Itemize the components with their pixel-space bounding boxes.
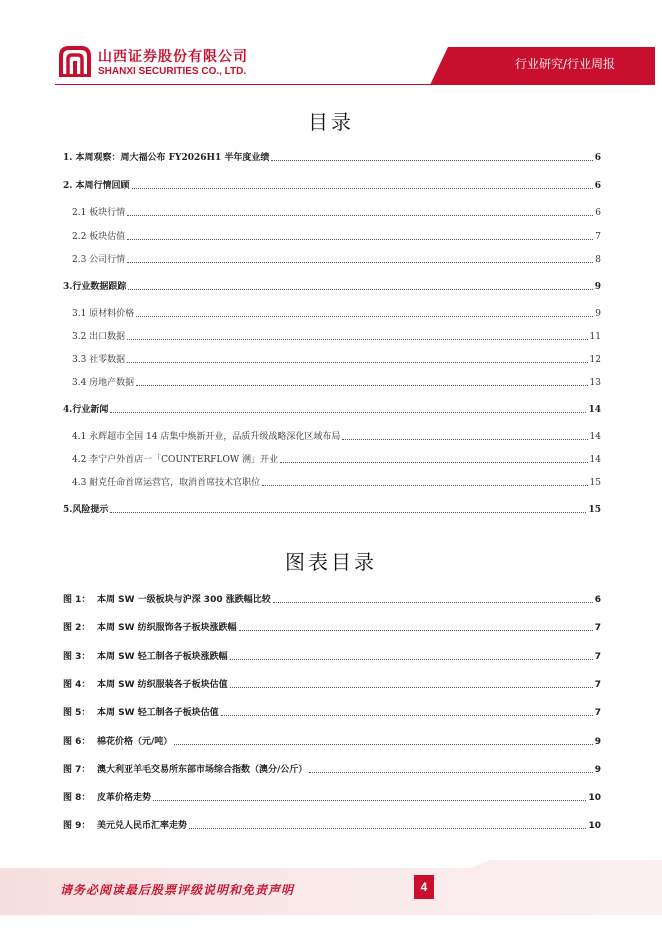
toc-leader-dots — [127, 362, 587, 363]
figure-number: 图 7： — [63, 764, 91, 775]
toc-leader-dots — [128, 289, 592, 290]
figure-entry[interactable] — [63, 649, 601, 663]
toc-entry-title: 4.3 耐克任命首席运营官，取消首席技术官职位 — [72, 478, 261, 488]
figure-leader-dots — [221, 715, 593, 716]
figure-entry[interactable] — [63, 677, 601, 691]
figure-leader-dots — [230, 659, 593, 660]
toc-entry-title: 2.3 公司行情 — [72, 255, 126, 265]
toc-entry[interactable] — [63, 205, 601, 219]
figure-leader-dots — [230, 687, 593, 688]
toc-entry-page: 14 — [589, 455, 601, 465]
toc-leader-dots — [280, 462, 588, 463]
toc-entry-page: 6 — [594, 153, 601, 163]
page-number: 4 — [414, 875, 434, 899]
figure-leader-dots — [189, 828, 586, 829]
figure-number: 图 9： — [63, 821, 91, 832]
toc-leader-dots — [127, 339, 587, 340]
figures-toc-title: 图表目录 — [285, 550, 377, 574]
toc-entry[interactable] — [63, 352, 601, 366]
figure-title: 皮革价格走势 — [97, 793, 152, 804]
figure-entry[interactable] — [63, 592, 601, 606]
toc-leader-dots — [127, 215, 593, 216]
figure-page: 10 — [588, 821, 601, 832]
toc-entry[interactable] — [63, 252, 601, 266]
figure-page: 7 — [594, 623, 601, 634]
figure-page: 7 — [594, 679, 601, 690]
toc-entry[interactable] — [63, 150, 601, 164]
toc-entry-title: 2.1 板块行情 — [72, 208, 126, 218]
figure-title: 本周 SW 轻工制各子板块估值 — [97, 708, 219, 719]
toc-entry-title: 3.行业数据跟踪 — [63, 282, 127, 292]
figure-leader-dots — [273, 602, 593, 603]
toc-entry-page: 13 — [589, 378, 601, 388]
report-type-tag: 行业研究/行业周报 — [514, 57, 616, 71]
toc-leader-dots — [127, 239, 593, 240]
toc-leader-dots — [132, 188, 593, 189]
figure-page: 7 — [594, 651, 601, 662]
toc-leader-dots — [136, 316, 593, 317]
toc-entry[interactable] — [63, 229, 601, 243]
toc-entry[interactable] — [63, 375, 601, 389]
page-header — [0, 0, 662, 90]
figure-title: 澳大利亚羊毛交易所东部市场综合指数（澳分/公斤） — [97, 764, 308, 775]
toc-entry-title: 1. 本周观察：周大福公布 FY2026H1 半年度业绩 — [63, 153, 270, 163]
disclaimer-notice: 请务必阅读最后股票评级说明和免责声明 — [60, 883, 295, 897]
figure-entry[interactable] — [63, 790, 601, 804]
toc-leader-dots — [127, 262, 593, 263]
figure-number: 图 1： — [63, 595, 91, 605]
toc-entry[interactable] — [63, 452, 601, 466]
figure-entry[interactable] — [63, 620, 601, 634]
toc-entry[interactable] — [63, 329, 601, 343]
figure-entry[interactable] — [63, 818, 601, 832]
figure-leader-dots — [174, 744, 592, 745]
toc-entry-page: 11 — [589, 332, 601, 342]
figure-title: 本周 SW 轻工制各子板块涨跌幅 — [97, 651, 228, 662]
figure-leader-dots — [239, 630, 593, 631]
toc-entry-title: 4.2 李宁户外首店一「COUNTERFLOW 溯」开业 — [72, 455, 278, 465]
toc-leader-dots — [136, 385, 587, 386]
toc-entry[interactable] — [63, 178, 601, 192]
figure-page: 9 — [594, 736, 601, 747]
figure-number: 图 6： — [63, 736, 91, 747]
toc-entry[interactable] — [63, 429, 601, 443]
toc-entry-title: 4.1 永辉超市全国 14 店集中焕新开业，品质升级战略深化区域布局 — [72, 432, 341, 442]
toc-entry-page: 12 — [589, 355, 601, 365]
figure-title: 本周 SW 纺织服装各子板块估值 — [97, 679, 228, 690]
toc-entry-page: 14 — [588, 405, 601, 415]
toc-entry[interactable] — [63, 279, 601, 293]
toc-entry-title: 2.2 板块估值 — [72, 232, 126, 242]
toc-leader-dots — [342, 439, 587, 440]
figure-number: 图 4： — [63, 679, 91, 690]
company-logo-icon — [57, 44, 93, 78]
company-name-en: SHANXI SECURITIES CO., LTD. — [98, 66, 247, 77]
figure-title: 棉花价格（元/吨） — [97, 736, 173, 747]
figure-leader-dots — [153, 800, 586, 801]
toc-entry[interactable] — [63, 402, 601, 416]
toc-entry-page: 9 — [595, 309, 601, 319]
toc-leader-dots — [110, 412, 586, 413]
figure-page: 7 — [594, 708, 601, 719]
toc-leader-dots — [110, 512, 586, 513]
toc-leader-dots — [271, 160, 592, 161]
toc-entry-title: 2. 本周行情回顾 — [63, 181, 130, 191]
toc-leader-dots — [262, 485, 587, 486]
figure-entry[interactable] — [63, 762, 601, 776]
figure-leader-dots — [309, 772, 592, 773]
toc-entry-page: 8 — [595, 255, 601, 265]
toc-entry[interactable] — [63, 306, 601, 320]
toc-entry-page: 7 — [595, 232, 601, 242]
toc-entry-page: 9 — [594, 282, 601, 292]
figure-title: 本周 SW 纺织服饰各子板块涨跌幅 — [97, 623, 237, 634]
toc-entry-title: 4.行业新闻 — [63, 405, 109, 415]
toc-entry-title: 3.2 出口数据 — [72, 332, 126, 342]
figure-number: 图 8： — [63, 793, 91, 804]
figure-page: 6 — [594, 595, 601, 605]
toc-entry-title: 5.风险提示 — [63, 505, 109, 515]
toc-entry[interactable] — [63, 475, 601, 489]
figure-page: 10 — [588, 793, 601, 804]
toc-entry-page: 15 — [589, 478, 601, 488]
figure-title: 美元兑人民币汇率走势 — [97, 821, 188, 832]
figure-page: 9 — [594, 764, 601, 775]
toc-title: 目录 — [308, 110, 354, 134]
figure-number: 图 2： — [63, 623, 91, 634]
toc-entry-page: 14 — [589, 432, 601, 442]
toc-entry-title: 3.1 原材料价格 — [72, 309, 135, 319]
figure-entry[interactable] — [63, 705, 601, 719]
toc-entry-title: 3.3 社零数据 — [72, 355, 126, 365]
company-name-cn: 山西证券股份有限公司 — [98, 49, 248, 65]
toc-entry-page: 6 — [594, 181, 601, 191]
figure-number: 图 3： — [63, 651, 91, 662]
header-divider — [55, 84, 607, 85]
toc-entry-page: 15 — [588, 505, 601, 515]
figure-entry[interactable] — [63, 734, 601, 748]
figure-number: 图 5： — [63, 708, 91, 719]
figure-title: 本周 SW 一级板块与沪深 300 涨跌幅比较 — [97, 595, 271, 605]
toc-entry-page: 6 — [595, 208, 601, 218]
toc-entry[interactable] — [63, 502, 601, 516]
toc-entry-title: 3.4 房地产数据 — [72, 378, 135, 388]
